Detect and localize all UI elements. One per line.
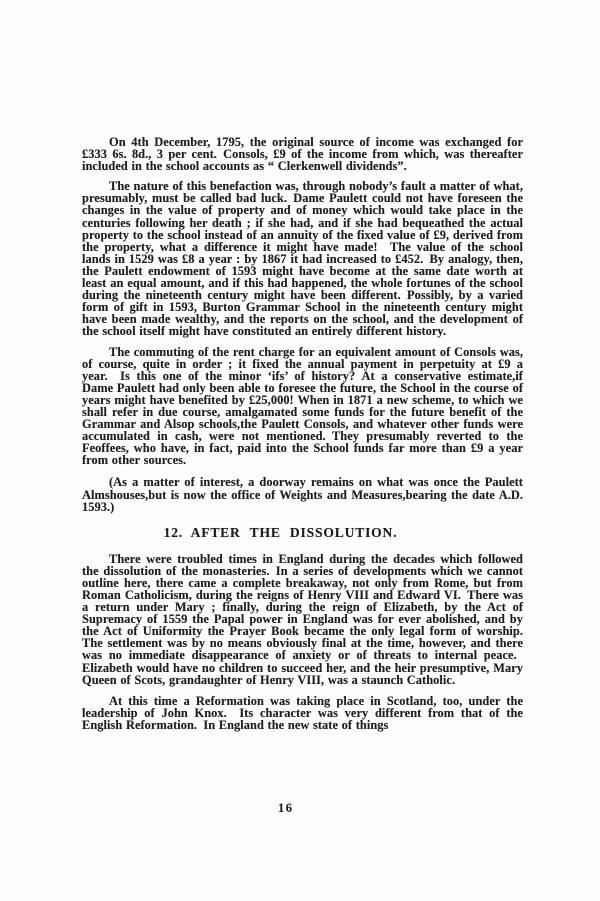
paragraph-2: The nature of this benefaction was, through nobody’s fault a matter of what, presumably, must be called bad luck. Dame Paulett could not have foreseen the changes in the value of property and of money which would take place in the centuries following her death ; if she had, and if she had bequeathed the actual property to the school instead of an annuity of the fixed value of £9, derived from the property, what a difference it might have made! The value of the school lands in 1529 was £8 a year : by 1867 it had increased to £452. By analogy, then, the Paulett endowment of 1593 might have become at the same date worth at least an equal amount, and if this had happened, the whole fortunes of the school during the nineteenth century might have been different. Possibly, by a varied form of gift in 1593, Burton Grammar School in the nineteenth century might have been made wealthy, and the reports on the school, and the development of the school itself might have constituted an entirely different history.: [82, 179, 523, 339]
paragraph-4: (As a matter of interest, a doorway remains on what was once the Paulett Almshouses,but is now the office of Weights and Measures,bearing the date A.D. 1593.): [82, 475, 523, 514]
paragraph-1: On 4th December, 1795, the original source of income was exchanged for £333 6s. 8d., 3 per cent. Consols, £9 of the income from which, was thereafter included in the school accounts as “ Clerkenwell dividends”.: [82, 135, 523, 174]
paragraph-5: There were troubled times in England during the decades which followed the dissolution of the monasteries. In a series of developments which we cannot outline here, there came a complete breakaway, not only from Rome, but from Roman Catholicism, during the reigns of Henry VIII and Edward VI. There was a return under Mary ; finally, during the reign of Elizabeth, by the Act of Supremacy of 1559 the Papal power in England was for ever abolished, and by the Act of Uniformity the Prayer Book became the only legal form of worship. The settlement was by no means obviously final at the time, however, and there was no immediate disappearance of anxiety or of threats to internal peace. Elizabeth would have no children to succeed her, and the heir presumptive, Mary Queen of Scots, grandaughter of Henry VIII, was a staunch Catholic.: [82, 551, 523, 687]
text-block: [82, 136, 523, 731]
paragraph-3: The commuting of the rent charge for an equivalent amount of Consols was, of course, quite in order ; it fixed the annual payment in perpetuity at £9 a year. Is this one of the minor ‘ifs’ of history? At a conservative estimate,if Dame Paulett had only been able to foresee the future, the School in the course of years might have benefited by £25,000! When in 1871 a new scheme, to which we shall refer in due course, amalgamated some funds for the future benefit of the Grammar and Alsop schools,the Paulett Consols, and whatever other funds were accumulated in cash, were not mentioned. They presumably reverted to the Feoffees, who have, in fact, paid into the School funds far more than £9 a year from other sources.: [82, 344, 523, 468]
paragraph-6: At this time a Reformation was taking place in Scotland, too, under the leadership of John Knox. Its character was very different from that of the English Reformation. In England the new state of things: [82, 693, 523, 732]
page-number: 16: [278, 801, 294, 815]
section-heading: 12. AFTER THE DISSOLUTION.: [163, 524, 398, 540]
